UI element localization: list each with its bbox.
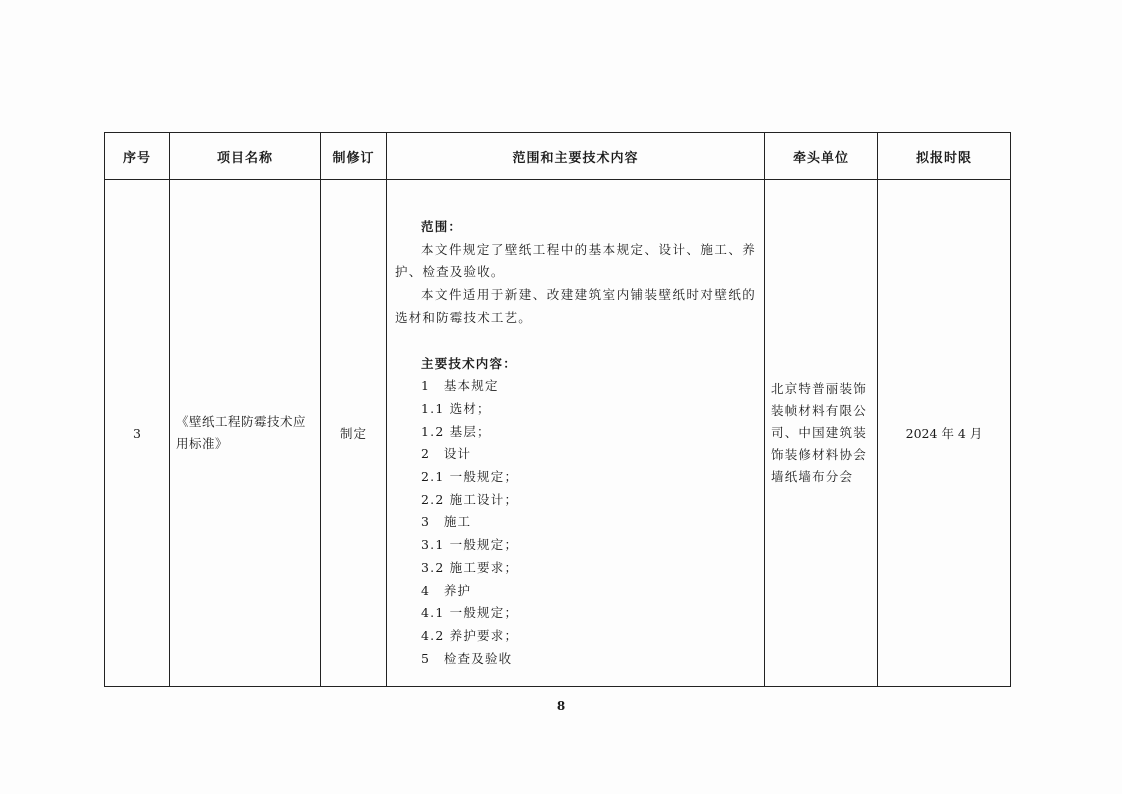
list-item: 3.2 施工要求； (421, 559, 519, 575)
list-item: 4.2 养护要求； (421, 627, 519, 643)
list-item: 3 施工 (421, 514, 472, 530)
cell-revision-type: 制定 (321, 180, 387, 687)
cell-serial-no: 3 (105, 180, 170, 687)
header-project-name: 项目名称 (170, 133, 321, 180)
list-item: 2 设计 (421, 446, 472, 462)
list-item: 4 养护 (421, 582, 472, 598)
list-item: 4.1 一般规定； (421, 605, 519, 621)
page-number: 8 (556, 699, 566, 713)
content-box (395, 180, 756, 686)
cell-scope-content (387, 180, 765, 687)
list-item: 5 检查及验收 (421, 650, 513, 666)
list-item: 1 基本规定 (421, 378, 499, 394)
header-lead-org: 牵头单位 (765, 133, 878, 180)
list-item: 1.2 基层； (421, 423, 491, 439)
scope-paragraph-2: 本文件适用于新建、改建建筑室内铺装壁纸时对壁纸的选材和防霉技术工艺。 (395, 287, 756, 325)
header-revision-type: 制修订 (321, 133, 387, 180)
standards-table (104, 132, 1011, 687)
tech-heading: 主要技术内容： (421, 355, 517, 371)
tech-item-list (395, 375, 756, 670)
header-scope-content: 范围和主要技术内容 (387, 133, 765, 180)
list-item: 2.1 一般规定； (421, 469, 519, 485)
cell-project-name: 《壁纸工程防霉技术应用标准》 (170, 180, 321, 687)
scope-paragraph-1: 本文件规定了壁纸工程中的基本规定、设计、施工、养护、检查及验收。 (395, 241, 756, 280)
list-item: 2.2 施工设计； (421, 491, 519, 507)
cell-deadline: 2024 年 4 月 (878, 180, 1011, 687)
list-item: 3.1 一般规定； (421, 537, 519, 553)
list-item: 1.1 选材； (421, 400, 491, 416)
cell-lead-org: 北京特普丽装饰装帧材料有限公司、中国建筑装饰装修材料协会墙纸墙布分会 (765, 180, 878, 687)
scope-heading: 范围： (421, 219, 463, 234)
table-header-row (105, 133, 1011, 180)
header-serial-no: 序号 (105, 133, 170, 180)
section-gap (395, 330, 756, 353)
header-deadline: 拟报时限 (878, 133, 1011, 180)
table-row (105, 180, 1011, 687)
